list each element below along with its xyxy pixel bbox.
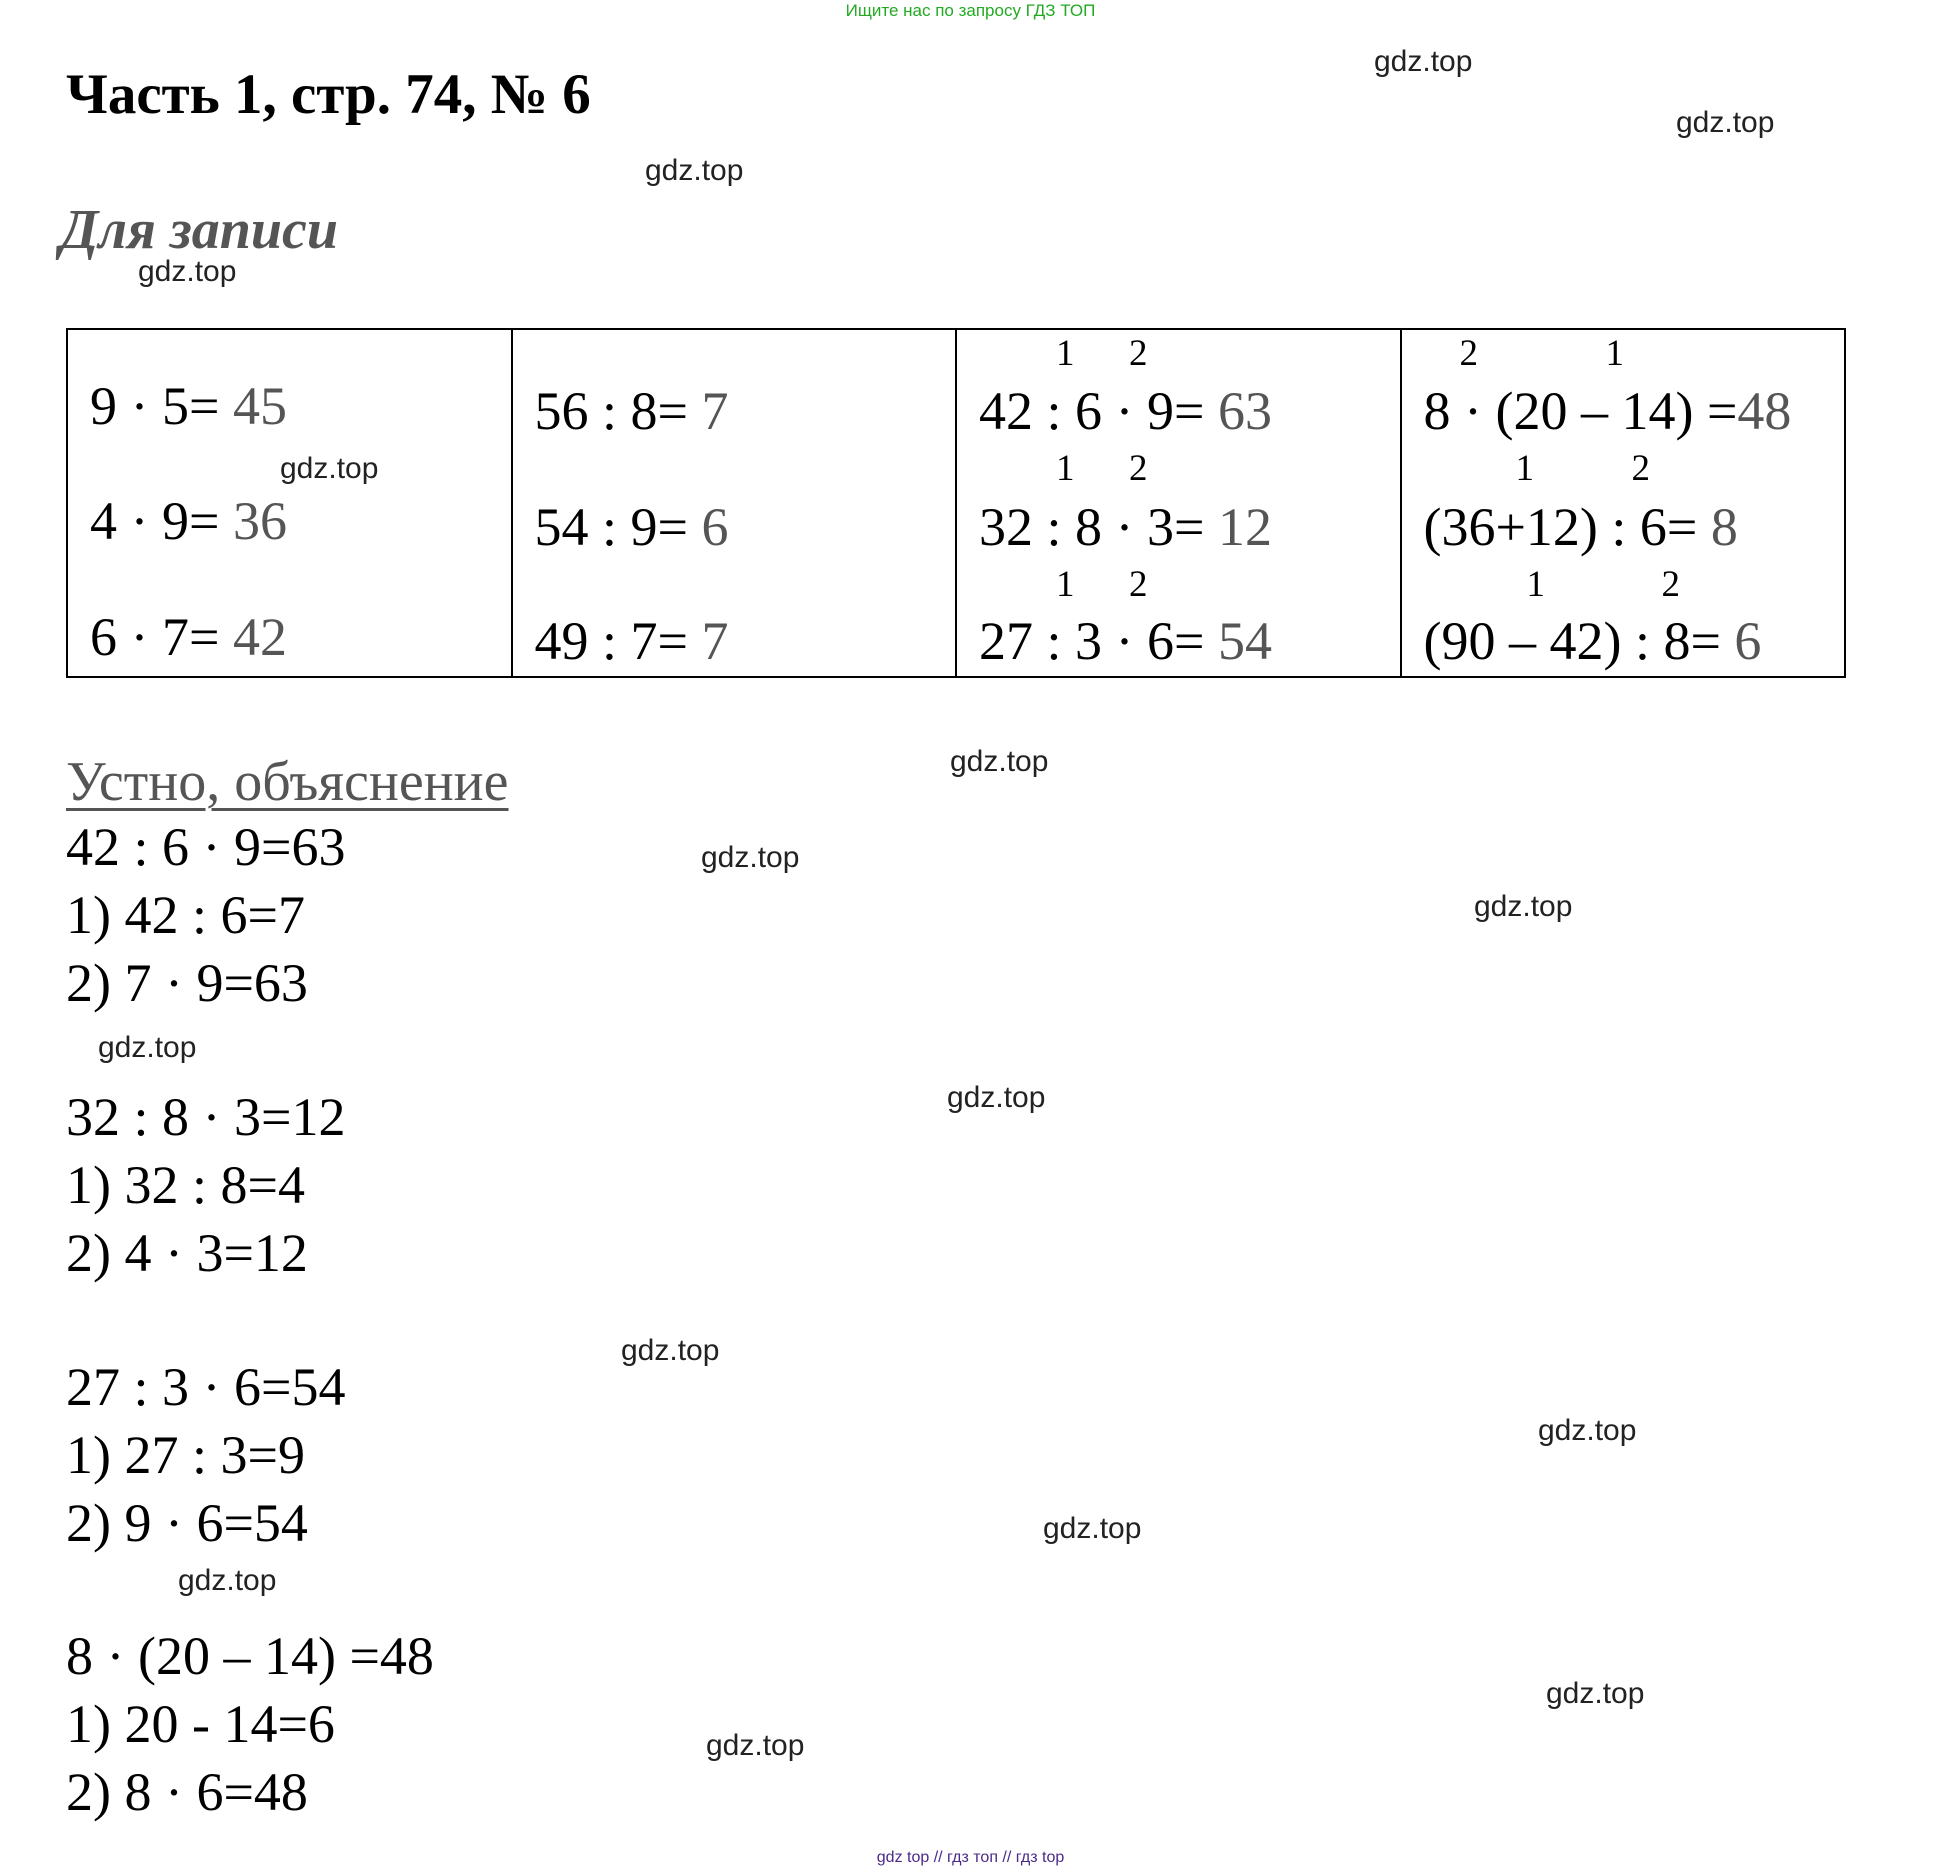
equation-answer: 8 [1710,497,1738,557]
explanation-title: Устно, объяснение [66,751,509,813]
equation-row [1424,496,1738,558]
page-title: Часть 1, стр. 74, № 6 [66,63,591,126]
equation-expr: (90 – 42) : 8= [1423,611,1735,671]
watermark: gdz.top [1676,106,1775,139]
explanation-main: 42 : 6 · 9=63 [66,817,346,877]
equation-answer: 7 [701,611,729,671]
order-number: 2 [1631,448,1650,489]
equation-row [979,380,1272,442]
table-column-4 [1402,330,1845,676]
equation-answer: 45 [232,376,287,436]
section-subtitle: Для записи [60,199,338,261]
footer-banner: gdz top // гдз топ // гдз top [876,1849,1065,1866]
watermark: gdz.top [947,1081,1046,1114]
order-number: 2 [1129,564,1148,605]
equation-expr: 9 · 5= [90,376,233,436]
watermark: gdz.top [138,255,237,288]
table-column-2 [513,330,958,676]
watermark: gdz.top [1538,1414,1637,1447]
order-number: 2 [1129,448,1148,489]
order-number: 1 [1056,333,1075,374]
watermark: gdz.top [178,1564,277,1597]
equation-answer: 7 [701,381,729,441]
equation-answer: 36 [232,491,287,551]
watermark: gdz.top [706,1729,805,1762]
watermark: gdz.top [98,1031,197,1064]
equation-answer: 6 [701,497,729,557]
explanation-main: 8 · (20 – 14) =48 [66,1626,434,1686]
equation-row [979,610,1272,672]
equation-answer: 63 [1217,381,1272,441]
equation-row [535,496,729,558]
table-column-3 [957,330,1402,676]
order-number: 2 [1459,333,1478,374]
equation-answer: 48 [1737,381,1792,441]
watermark: gdz.top [1474,890,1573,923]
explanation-step: 1) 20 - 14=6 [66,1694,335,1754]
equation-answer: 6 [1734,611,1762,671]
watermark: gdz.top [701,841,800,874]
watermark: gdz.top [1374,45,1473,78]
order-number: 2 [1661,564,1680,605]
watermark: gdz.top [645,154,744,187]
equation-row [1424,380,1792,442]
equation-expr: 27 : 3 · 6= [979,611,1218,671]
answers-table [66,328,1846,678]
order-number: 1 [1056,448,1075,489]
order-number: 1 [1526,564,1545,605]
equation-row [90,490,287,552]
equation-answer: 54 [1217,611,1272,671]
explanation-step: 2) 4 · 3=12 [66,1223,308,1283]
explanation-step: 1) 42 : 6=7 [66,885,305,945]
equation-expr: (36+12) : 6= [1423,497,1711,557]
explanation-step: 2) 7 · 9=63 [66,953,308,1013]
explanation-step: 2) 8 · 6=48 [66,1762,308,1822]
top-banner: Ищите нас по запросу ГДЗ ТОП [845,1,1096,20]
watermark: gdz.top [280,452,379,485]
order-number: 1 [1605,333,1624,374]
watermark: gdz.top [1043,1512,1142,1545]
equation-row [535,380,729,442]
explanation-main: 27 : 3 · 6=54 [66,1357,346,1417]
equation-expr: 8 · (20 – 14) = [1423,381,1738,441]
explanation-step: 1) 27 : 3=9 [66,1425,305,1485]
equation-row [90,606,287,668]
explanation-step: 1) 32 : 8=4 [66,1155,305,1215]
equation-row [979,496,1272,558]
equation-row [90,375,287,437]
equation-row [535,610,729,672]
order-number: 1 [1056,564,1075,605]
equation-expr: 6 · 7= [90,607,233,667]
equation-expr: 32 : 8 · 3= [979,497,1218,557]
equation-answer: 42 [232,607,287,667]
watermark: gdz.top [950,745,1049,778]
watermark: gdz.top [1546,1677,1645,1710]
table-column-1 [68,330,513,676]
equation-expr: 54 : 9= [534,497,702,557]
explanation-step: 2) 9 · 6=54 [66,1493,308,1553]
watermark: gdz.top [621,1334,720,1367]
equation-expr: 42 : 6 · 9= [979,381,1218,441]
equation-row [1424,610,1762,672]
equation-expr: 49 : 7= [534,611,702,671]
order-number: 2 [1129,333,1148,374]
equation-answer: 12 [1217,497,1272,557]
equation-expr: 56 : 8= [534,381,702,441]
order-number: 1 [1515,448,1534,489]
explanation-main: 32 : 8 · 3=12 [66,1087,346,1147]
equation-expr: 4 · 9= [90,491,233,551]
